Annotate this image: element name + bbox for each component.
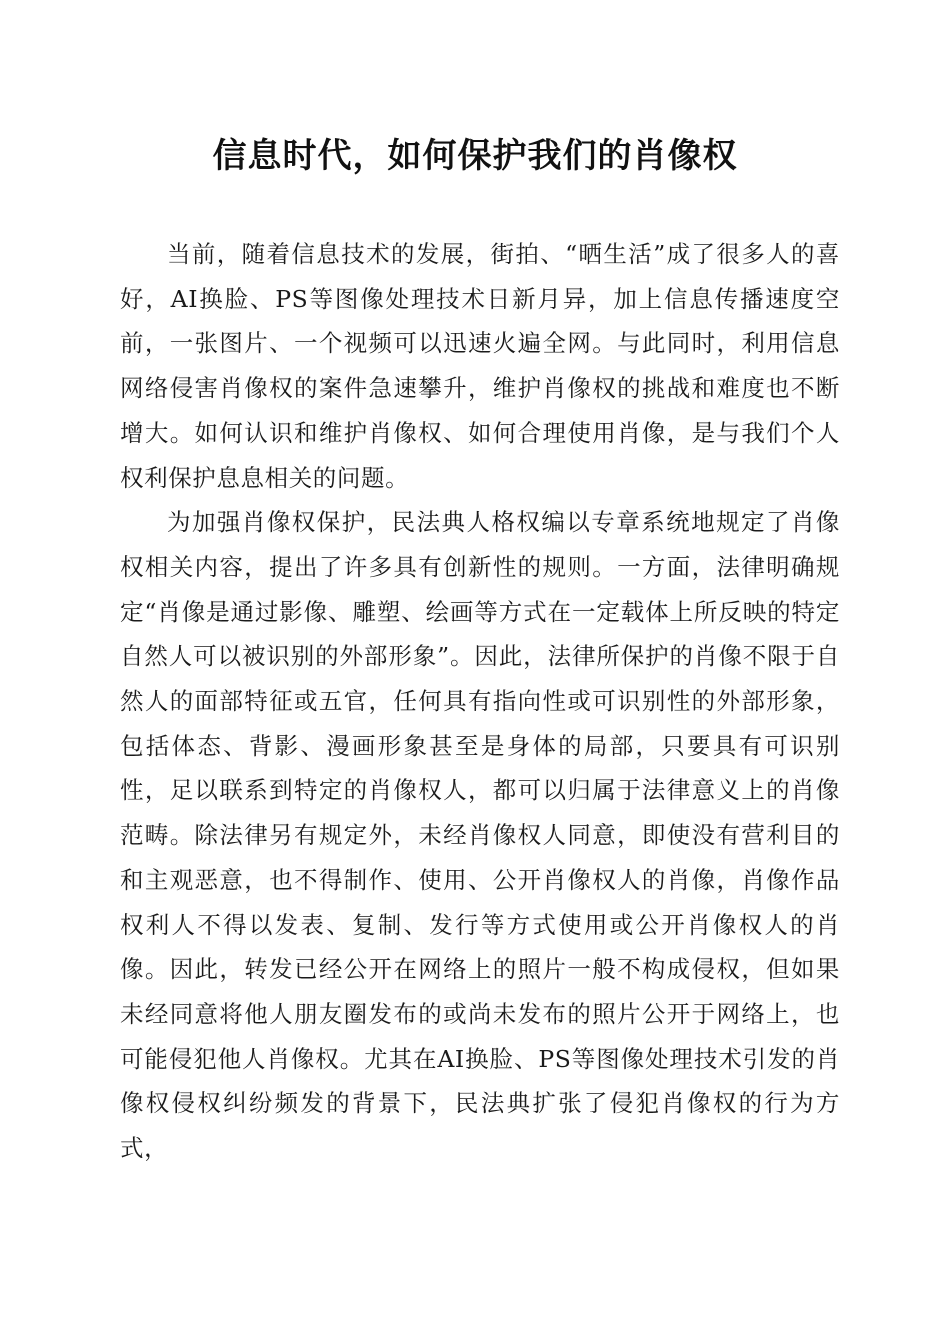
paragraph-1: 当前，随着信息技术的发展，街拍、“晒生活”成了很多人的喜好，AI换脸、PS等图像处理技术日新月异，加上信息传播速度空前，一张图片、一个视频可以迅速火遍全网。与此同时，利用信息网络侵害肖像权的案件急速攀升，维护肖像权的挑战和难度也不断增大。如何认识和维护肖像权、如何合理使用肖像，是与我们个人权利保护息息相关的问题。: [120, 240, 840, 492]
document-body: [120, 232, 840, 1171]
paragraph-2: 为加强肖像权保护，民法典人格权编以专章系统地规定了肖像权相关内容，提出了许多具有创新性的规则。一方面，法律明确规定“肖像是通过影像、雕塑、绘画等方式在一定载体上所反映的特定自然人可以被识别的外部形象”。因此，法律所保护的肖像不限于自然人的面部特征或五官，任何具有指向性或可识别性的外部形象，包括体态、背影、漫画形象甚至是身体的局部，只要具有可识别性，足以联系到特定的肖像权人，都可以归属于法律意义上的肖像范畴。除法律另有规定外，未经肖像权人同意，即使没有营利目的和主观恶意，也不得制作、使用、公开肖像权人的肖像，肖像作品权利人不得以发表、复制、发行等方式使用或公开肖像权人的肖像。因此，转发已经公开在网络上的照片一般不构成侵权，但如果未经同意将他人朋友圈发布的或尚未发布的照片公开于网络上，也可能侵犯他人肖像权。尤其在AI换脸、PS等图像处理技术引发的肖像权侵权纠纷频发的背景下，民法典扩张了侵犯肖像权的行为方式，: [120, 508, 840, 1163]
document-title: 信息时代，如何保护我们的肖像权: [212, 136, 738, 176]
